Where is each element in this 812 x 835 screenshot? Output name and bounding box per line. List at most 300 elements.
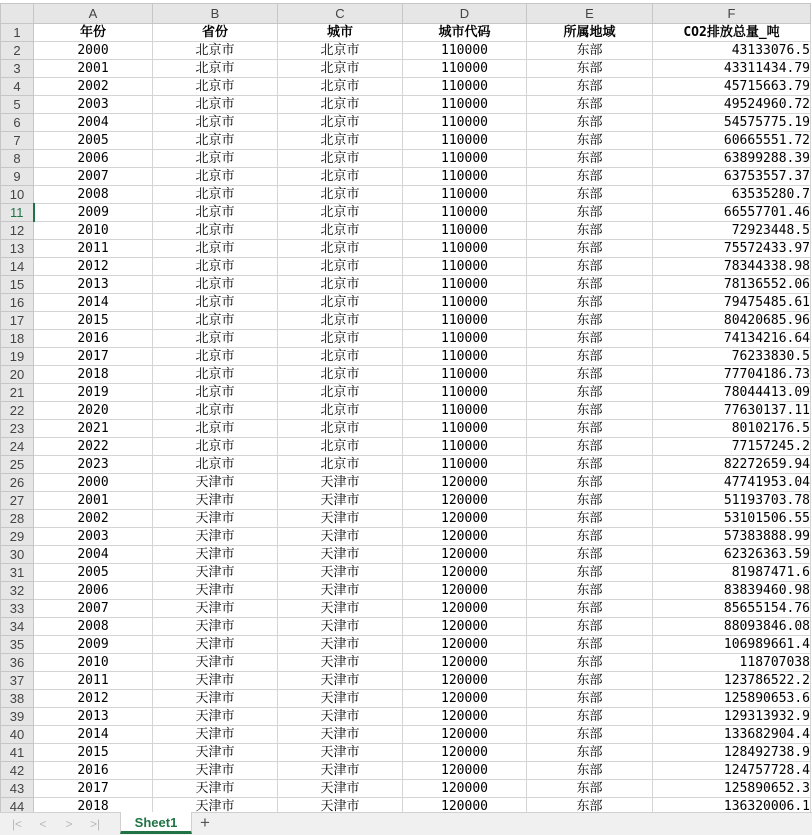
cell[interactable]: 北京市	[278, 456, 403, 474]
cell[interactable]: 78044413.09	[653, 384, 811, 402]
cell[interactable]: 120000	[403, 492, 527, 510]
cell[interactable]: 天津市	[153, 564, 278, 582]
cell[interactable]: 51193703.78	[653, 492, 811, 510]
cell[interactable]: 120000	[403, 636, 527, 654]
cell[interactable]: 110000	[403, 240, 527, 258]
cell[interactable]: 78344338.98	[653, 258, 811, 276]
cell[interactable]: 东部	[527, 510, 653, 528]
cell[interactable]: 东部	[527, 402, 653, 420]
cell[interactable]: 东部	[527, 168, 653, 186]
cell[interactable]: 45715663.79	[653, 78, 811, 96]
row-number[interactable]: 7	[1, 132, 34, 150]
cell[interactable]: 128492738.9	[653, 744, 811, 762]
cell[interactable]: 天津市	[278, 672, 403, 690]
row-number[interactable]: 1	[1, 24, 34, 42]
row-number[interactable]: 14	[1, 258, 34, 276]
cell[interactable]: 2016	[34, 330, 153, 348]
cell[interactable]: 城市	[278, 24, 403, 42]
cell[interactable]: 省份	[153, 24, 278, 42]
row-number[interactable]: 24	[1, 438, 34, 456]
row-number[interactable]: 38	[1, 690, 34, 708]
cell[interactable]: 北京市	[278, 168, 403, 186]
cell[interactable]: 2014	[34, 294, 153, 312]
cell[interactable]: 125890653.6	[653, 690, 811, 708]
cell[interactable]: 2002	[34, 78, 153, 96]
cell[interactable]: 天津市	[153, 528, 278, 546]
cell[interactable]: 北京市	[278, 60, 403, 78]
cell[interactable]: 北京市	[278, 384, 403, 402]
cell[interactable]: 2015	[34, 312, 153, 330]
cell[interactable]: 60665551.72	[653, 132, 811, 150]
cell[interactable]: 2018	[34, 798, 153, 813]
cell[interactable]: 东部	[527, 348, 653, 366]
cell[interactable]: 136320006.1	[653, 798, 811, 813]
cell[interactable]: 东部	[527, 780, 653, 798]
cell[interactable]: 北京市	[278, 132, 403, 150]
cell[interactable]: 120000	[403, 600, 527, 618]
column-header-b[interactable]: B	[153, 4, 278, 24]
prev-sheet-icon[interactable]: <	[39, 817, 47, 831]
cell[interactable]: 北京市	[278, 204, 403, 222]
cell[interactable]: 2012	[34, 258, 153, 276]
cell[interactable]: 2001	[34, 492, 153, 510]
cell[interactable]: 天津市	[153, 762, 278, 780]
cell[interactable]: 120000	[403, 708, 527, 726]
row-number[interactable]: 4	[1, 78, 34, 96]
cell[interactable]: 北京市	[278, 42, 403, 60]
cell[interactable]: 东部	[527, 762, 653, 780]
cell[interactable]: 天津市	[153, 618, 278, 636]
cell[interactable]: 106989661.4	[653, 636, 811, 654]
cell[interactable]: 76233830.5	[653, 348, 811, 366]
cell[interactable]: 北京市	[153, 204, 278, 222]
cell[interactable]: 东部	[527, 96, 653, 114]
add-sheet-icon[interactable]: +	[200, 813, 210, 832]
cell[interactable]: 120000	[403, 582, 527, 600]
cell[interactable]: CO2排放总量_吨	[653, 24, 811, 42]
cell[interactable]: 80420685.96	[653, 312, 811, 330]
cell[interactable]: 110000	[403, 114, 527, 132]
cell[interactable]: 天津市	[153, 510, 278, 528]
cell[interactable]: 2016	[34, 762, 153, 780]
cell[interactable]: 天津市	[153, 492, 278, 510]
cell[interactable]: 天津市	[153, 690, 278, 708]
cell[interactable]: 东部	[527, 276, 653, 294]
cell[interactable]: 东部	[527, 690, 653, 708]
cell[interactable]: 北京市	[153, 348, 278, 366]
cell[interactable]: 133682904.4	[653, 726, 811, 744]
next-sheet-icon[interactable]: >	[65, 817, 73, 831]
row-number[interactable]: 43	[1, 780, 34, 798]
cell[interactable]: 2010	[34, 654, 153, 672]
row-number[interactable]: 27	[1, 492, 34, 510]
cell[interactable]: 72923448.5	[653, 222, 811, 240]
cell[interactable]: 东部	[527, 384, 653, 402]
column-header-c[interactable]: C	[278, 4, 403, 24]
cell[interactable]: 北京市	[153, 114, 278, 132]
cell[interactable]: 120000	[403, 474, 527, 492]
cell[interactable]: 2000	[34, 42, 153, 60]
cell[interactable]: 天津市	[278, 762, 403, 780]
cell[interactable]: 110000	[403, 366, 527, 384]
cell[interactable]: 110000	[403, 204, 527, 222]
cell[interactable]: 天津市	[278, 726, 403, 744]
cell[interactable]: 东部	[527, 618, 653, 636]
cell[interactable]: 2008	[34, 186, 153, 204]
cell[interactable]: 110000	[403, 60, 527, 78]
cell[interactable]: 57383888.99	[653, 528, 811, 546]
row-number[interactable]: 17	[1, 312, 34, 330]
cell[interactable]: 北京市	[153, 60, 278, 78]
row-number[interactable]: 42	[1, 762, 34, 780]
cell[interactable]: 2017	[34, 780, 153, 798]
row-number[interactable]: 36	[1, 654, 34, 672]
select-all-corner[interactable]	[1, 4, 34, 24]
row-number[interactable]: 6	[1, 114, 34, 132]
cell[interactable]: 2019	[34, 384, 153, 402]
cell[interactable]: 东部	[527, 672, 653, 690]
sheet-tab-sheet1[interactable]: Sheet1	[120, 812, 192, 834]
cell[interactable]: 110000	[403, 420, 527, 438]
cell[interactable]: 北京市	[153, 330, 278, 348]
cell[interactable]: 东部	[527, 222, 653, 240]
cell[interactable]: 天津市	[278, 654, 403, 672]
cell[interactable]: 120000	[403, 654, 527, 672]
cell[interactable]: 东部	[527, 456, 653, 474]
cell[interactable]: 123786522.2	[653, 672, 811, 690]
cell[interactable]: 北京市	[153, 366, 278, 384]
cell[interactable]: 北京市	[278, 330, 403, 348]
cell[interactable]: 62326363.59	[653, 546, 811, 564]
row-number[interactable]: 16	[1, 294, 34, 312]
cell[interactable]: 天津市	[153, 744, 278, 762]
cell[interactable]: 东部	[527, 78, 653, 96]
cell[interactable]: 东部	[527, 798, 653, 813]
cell[interactable]: 北京市	[153, 78, 278, 96]
cell[interactable]: 110000	[403, 258, 527, 276]
row-number[interactable]: 34	[1, 618, 34, 636]
cell[interactable]: 110000	[403, 168, 527, 186]
cell[interactable]: 110000	[403, 456, 527, 474]
cell[interactable]: 2001	[34, 60, 153, 78]
cell[interactable]: 120000	[403, 762, 527, 780]
row-number[interactable]: 30	[1, 546, 34, 564]
row-number[interactable]: 19	[1, 348, 34, 366]
cell[interactable]: 北京市	[153, 222, 278, 240]
cell[interactable]: 东部	[527, 708, 653, 726]
row-number[interactable]: 33	[1, 600, 34, 618]
cell[interactable]: 2003	[34, 528, 153, 546]
cell[interactable]: 天津市	[278, 510, 403, 528]
cell[interactable]: 82272659.94	[653, 456, 811, 474]
cell[interactable]: 110000	[403, 294, 527, 312]
cell[interactable]: 天津市	[153, 654, 278, 672]
cell[interactable]: 2014	[34, 726, 153, 744]
cell[interactable]: 2011	[34, 240, 153, 258]
cell[interactable]: 年份	[34, 24, 153, 42]
cell[interactable]: 东部	[527, 60, 653, 78]
cell[interactable]: 79475485.61	[653, 294, 811, 312]
cell[interactable]: 北京市	[153, 240, 278, 258]
cell[interactable]: 天津市	[278, 780, 403, 798]
cell[interactable]: 47741953.04	[653, 474, 811, 492]
row-number[interactable]: 23	[1, 420, 34, 438]
cell[interactable]: 北京市	[153, 168, 278, 186]
cell[interactable]: 北京市	[278, 186, 403, 204]
cell[interactable]: 天津市	[153, 546, 278, 564]
cell[interactable]: 77704186.73	[653, 366, 811, 384]
cell[interactable]: 天津市	[278, 690, 403, 708]
cell[interactable]: 东部	[527, 330, 653, 348]
cell[interactable]: 110000	[403, 78, 527, 96]
cell[interactable]: 125890652.3	[653, 780, 811, 798]
cell[interactable]: 120000	[403, 726, 527, 744]
cell[interactable]: 2023	[34, 456, 153, 474]
cell[interactable]: 东部	[527, 492, 653, 510]
cell[interactable]: 东部	[527, 366, 653, 384]
cell[interactable]: 东部	[527, 564, 653, 582]
cell[interactable]: 北京市	[278, 294, 403, 312]
cell[interactable]: 120000	[403, 618, 527, 636]
cell[interactable]: 北京市	[153, 312, 278, 330]
cell[interactable]: 北京市	[153, 42, 278, 60]
cell[interactable]: 北京市	[278, 366, 403, 384]
cell[interactable]: 110000	[403, 438, 527, 456]
cell[interactable]: 天津市	[278, 528, 403, 546]
cell[interactable]: 129313932.9	[653, 708, 811, 726]
row-number[interactable]: 22	[1, 402, 34, 420]
cell[interactable]: 天津市	[153, 582, 278, 600]
cell[interactable]: 110000	[403, 384, 527, 402]
cell[interactable]: 2005	[34, 132, 153, 150]
cell[interactable]: 110000	[403, 276, 527, 294]
cell[interactable]: 天津市	[153, 672, 278, 690]
cell[interactable]: 东部	[527, 42, 653, 60]
cell[interactable]: 北京市	[278, 240, 403, 258]
row-number[interactable]: 32	[1, 582, 34, 600]
cell[interactable]: 北京市	[153, 384, 278, 402]
cell[interactable]: 东部	[527, 150, 653, 168]
cell[interactable]: 北京市	[278, 78, 403, 96]
cell[interactable]: 110000	[403, 132, 527, 150]
cell[interactable]: 东部	[527, 186, 653, 204]
cell[interactable]: 63535280.7	[653, 186, 811, 204]
cell[interactable]: 东部	[527, 474, 653, 492]
column-header-a[interactable]: A	[34, 4, 153, 24]
cell[interactable]: 110000	[403, 150, 527, 168]
cell[interactable]: 天津市	[278, 798, 403, 813]
cell[interactable]: 北京市	[153, 276, 278, 294]
cell[interactable]: 东部	[527, 546, 653, 564]
cell[interactable]: 63753557.37	[653, 168, 811, 186]
row-number[interactable]: 39	[1, 708, 34, 726]
cell[interactable]: 2002	[34, 510, 153, 528]
column-header-f[interactable]: F	[653, 4, 811, 24]
cell[interactable]: 2007	[34, 168, 153, 186]
cell[interactable]: 天津市	[153, 636, 278, 654]
cell[interactable]: 天津市	[153, 474, 278, 492]
cell[interactable]: 北京市	[278, 96, 403, 114]
cell[interactable]: 北京市	[278, 420, 403, 438]
cell[interactable]: 81987471.6	[653, 564, 811, 582]
cell[interactable]: 110000	[403, 312, 527, 330]
cell[interactable]: 天津市	[153, 780, 278, 798]
cell[interactable]: 东部	[527, 636, 653, 654]
row-number[interactable]: 25	[1, 456, 34, 474]
cell[interactable]: 北京市	[153, 438, 278, 456]
cell[interactable]: 110000	[403, 186, 527, 204]
row-number[interactable]: 29	[1, 528, 34, 546]
row-number[interactable]: 37	[1, 672, 34, 690]
cell[interactable]: 北京市	[153, 294, 278, 312]
cell[interactable]: 2007	[34, 600, 153, 618]
cell[interactable]: 66557701.46	[653, 204, 811, 222]
cell[interactable]: 北京市	[153, 186, 278, 204]
cell[interactable]: 2022	[34, 438, 153, 456]
cell[interactable]: 120000	[403, 690, 527, 708]
cell[interactable]: 北京市	[153, 420, 278, 438]
cell[interactable]: 83839460.98	[653, 582, 811, 600]
cell[interactable]: 东部	[527, 726, 653, 744]
cell[interactable]: 78136552.06	[653, 276, 811, 294]
cell[interactable]: 天津市	[278, 618, 403, 636]
cell[interactable]: 2000	[34, 474, 153, 492]
row-number[interactable]: 35	[1, 636, 34, 654]
cell[interactable]: 东部	[527, 204, 653, 222]
cell[interactable]: 东部	[527, 114, 653, 132]
cell[interactable]: 东部	[527, 654, 653, 672]
cell[interactable]: 53101506.55	[653, 510, 811, 528]
cell[interactable]: 东部	[527, 528, 653, 546]
cell[interactable]: 43133076.5	[653, 42, 811, 60]
cell[interactable]: 2009	[34, 204, 153, 222]
cell[interactable]: 天津市	[278, 474, 403, 492]
cell[interactable]: 北京市	[153, 96, 278, 114]
cell[interactable]: 北京市	[278, 258, 403, 276]
cell[interactable]: 63899288.39	[653, 150, 811, 168]
cell[interactable]: 2011	[34, 672, 153, 690]
cell[interactable]: 2012	[34, 690, 153, 708]
cell[interactable]: 2009	[34, 636, 153, 654]
cell[interactable]: 2006	[34, 582, 153, 600]
cell[interactable]: 110000	[403, 330, 527, 348]
cell[interactable]: 2008	[34, 618, 153, 636]
cell[interactable]: 东部	[527, 582, 653, 600]
cell[interactable]: 2004	[34, 114, 153, 132]
cell[interactable]: 2005	[34, 564, 153, 582]
row-number[interactable]: 41	[1, 744, 34, 762]
cell[interactable]: 54575775.19	[653, 114, 811, 132]
cell[interactable]: 43311434.79	[653, 60, 811, 78]
cell[interactable]: 北京市	[278, 114, 403, 132]
cell[interactable]: 天津市	[278, 708, 403, 726]
cell[interactable]: 天津市	[153, 726, 278, 744]
row-number[interactable]: 28	[1, 510, 34, 528]
cell[interactable]: 东部	[527, 312, 653, 330]
cell[interactable]: 天津市	[153, 708, 278, 726]
cell[interactable]: 120000	[403, 780, 527, 798]
cell[interactable]: 2013	[34, 708, 153, 726]
row-number[interactable]: 21	[1, 384, 34, 402]
row-number[interactable]: 44	[1, 798, 34, 813]
cell[interactable]: 东部	[527, 438, 653, 456]
cell[interactable]: 北京市	[278, 348, 403, 366]
row-number[interactable]: 26	[1, 474, 34, 492]
cell[interactable]: 2021	[34, 420, 153, 438]
cell[interactable]: 85655154.76	[653, 600, 811, 618]
cell[interactable]: 东部	[527, 744, 653, 762]
cell[interactable]: 2004	[34, 546, 153, 564]
cell[interactable]: 75572433.97	[653, 240, 811, 258]
row-number[interactable]: 8	[1, 150, 34, 168]
row-number[interactable]: 9	[1, 168, 34, 186]
cell[interactable]: 北京市	[153, 258, 278, 276]
row-number[interactable]: 18	[1, 330, 34, 348]
cell[interactable]: 120000	[403, 672, 527, 690]
cell[interactable]: 天津市	[278, 582, 403, 600]
sheet-table[interactable]	[0, 3, 811, 812]
row-number[interactable]: 20	[1, 366, 34, 384]
row-number[interactable]: 13	[1, 240, 34, 258]
cell[interactable]: 东部	[527, 240, 653, 258]
cell[interactable]: 120000	[403, 744, 527, 762]
row-number[interactable]: 2	[1, 42, 34, 60]
cell[interactable]: 2010	[34, 222, 153, 240]
row-number[interactable]: 3	[1, 60, 34, 78]
row-number[interactable]: 40	[1, 726, 34, 744]
cell[interactable]: 北京市	[278, 438, 403, 456]
cell[interactable]: 124757728.4	[653, 762, 811, 780]
cell[interactable]: 北京市	[278, 312, 403, 330]
cell[interactable]: 120000	[403, 528, 527, 546]
cell[interactable]: 所属地域	[527, 24, 653, 42]
row-number[interactable]: 15	[1, 276, 34, 294]
cell[interactable]: 110000	[403, 222, 527, 240]
cell[interactable]: 东部	[527, 132, 653, 150]
cell[interactable]: 74134216.64	[653, 330, 811, 348]
last-sheet-icon[interactable]: >|	[89, 817, 101, 831]
row-number[interactable]: 12	[1, 222, 34, 240]
cell[interactable]: 天津市	[278, 744, 403, 762]
cell[interactable]: 北京市	[153, 402, 278, 420]
cell[interactable]: 110000	[403, 96, 527, 114]
cell[interactable]: 东部	[527, 258, 653, 276]
cell[interactable]: 天津市	[278, 600, 403, 618]
cell[interactable]: 120000	[403, 546, 527, 564]
cell[interactable]: 2013	[34, 276, 153, 294]
cell[interactable]: 120000	[403, 510, 527, 528]
row-number[interactable]: 31	[1, 564, 34, 582]
cell[interactable]: 118707038	[653, 654, 811, 672]
cell[interactable]: 北京市	[278, 402, 403, 420]
column-header-d[interactable]: D	[403, 4, 527, 24]
cell[interactable]: 110000	[403, 348, 527, 366]
cell[interactable]: 77157245.2	[653, 438, 811, 456]
cell[interactable]: 88093846.08	[653, 618, 811, 636]
cell[interactable]: 2006	[34, 150, 153, 168]
cell[interactable]: 天津市	[278, 492, 403, 510]
cell[interactable]: 2020	[34, 402, 153, 420]
cell[interactable]: 北京市	[278, 222, 403, 240]
cell[interactable]: 天津市	[278, 546, 403, 564]
cell[interactable]: 北京市	[278, 276, 403, 294]
cell[interactable]: 东部	[527, 420, 653, 438]
cell[interactable]: 80102176.5	[653, 420, 811, 438]
row-number[interactable]: 5	[1, 96, 34, 114]
cell[interactable]: 北京市	[278, 150, 403, 168]
cell[interactable]: 北京市	[153, 456, 278, 474]
cell[interactable]: 2003	[34, 96, 153, 114]
